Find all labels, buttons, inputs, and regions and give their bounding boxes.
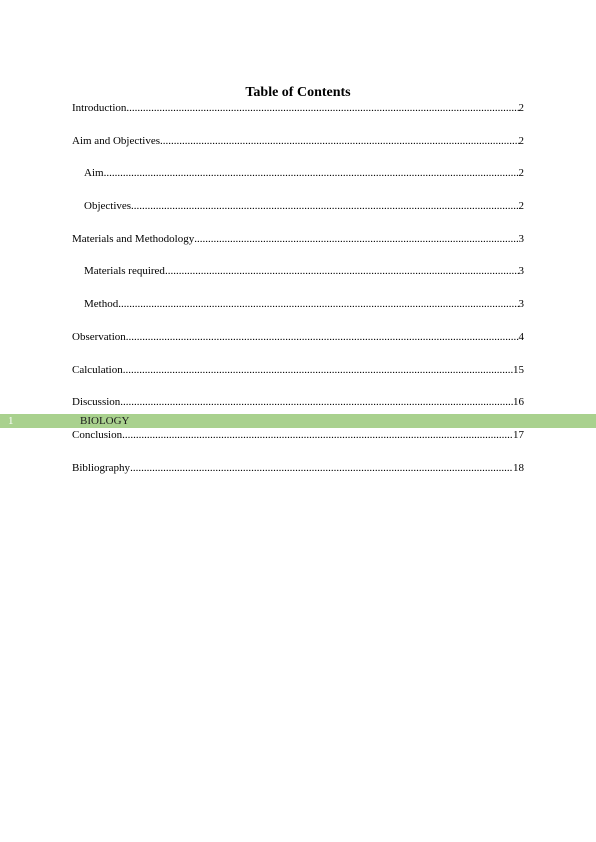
toc-entry-page: 17 (513, 428, 524, 441)
toc-entry-materials-required[interactable] (72, 264, 524, 297)
toc-entry-page: 3 (518, 232, 524, 245)
header-band (0, 414, 596, 428)
toc-entry-label: Conclusion (72, 428, 123, 441)
toc-list (72, 101, 524, 493)
toc-entry-page: 2 (518, 200, 524, 213)
toc-leader-dots (126, 101, 518, 115)
toc-entry-page: 18 (513, 461, 524, 474)
toc-entry-bibliography[interactable] (72, 461, 524, 494)
header-title: BIOLOGY (80, 415, 130, 427)
toc-entry-aim-and-objectives[interactable] (72, 134, 524, 167)
toc-entry-observation[interactable] (72, 330, 524, 363)
toc-entry-materials-and-methodology[interactable] (72, 232, 524, 265)
toc-leader-dots (165, 264, 519, 278)
toc-entry-label: Observation (72, 330, 126, 343)
toc-entry-label: Method (84, 298, 119, 311)
toc-entry-label: Introduction (72, 102, 127, 114)
toc-leader-dots (122, 428, 513, 442)
toc-entry-page: 15 (513, 363, 524, 376)
toc-leader-dots (120, 395, 513, 409)
toc-entry-page: 3 (518, 298, 524, 311)
toc-entry-page: 2 (518, 134, 524, 147)
toc-leader-dots (130, 461, 513, 475)
toc-entry-method[interactable] (72, 297, 524, 330)
toc-entry-label: Materials required (84, 265, 165, 278)
toc-entry-label: Calculation (72, 363, 123, 376)
toc-entry-objectives[interactable] (72, 199, 524, 232)
toc-entry-page: 3 (518, 265, 524, 278)
toc-entry-label: Objectives (84, 200, 132, 213)
toc-leader-dots (194, 232, 518, 246)
toc-entry-calculation[interactable] (72, 363, 524, 396)
toc-entry-page: 2 (518, 102, 524, 114)
toc-entry-introduction[interactable] (72, 101, 524, 134)
toc-entry-page: 16 (513, 396, 524, 409)
toc-entry-conclusion[interactable] (72, 428, 524, 461)
toc-leader-dots (126, 330, 519, 344)
toc-entry-label: Discussion (72, 396, 121, 409)
toc-entry-page: 2 (518, 167, 524, 180)
header-page-number: 1 (8, 415, 14, 427)
toc-entry-label: Bibliography (72, 461, 131, 474)
toc-leader-dots (118, 297, 518, 311)
toc-entry-label: Aim (84, 167, 104, 180)
toc-entry-aim[interactable] (72, 166, 524, 199)
toc-leader-dots (160, 134, 519, 148)
toc-entry-label: Aim and Objectives (72, 134, 160, 147)
toc-entry-label: Materials and Methodology (72, 232, 195, 245)
toc-title: Table of Contents (245, 85, 351, 100)
toc-entry-page: 4 (518, 330, 524, 343)
toc-leader-dots (104, 166, 519, 180)
toc-leader-dots (123, 363, 513, 377)
toc-leader-dots (131, 199, 518, 213)
